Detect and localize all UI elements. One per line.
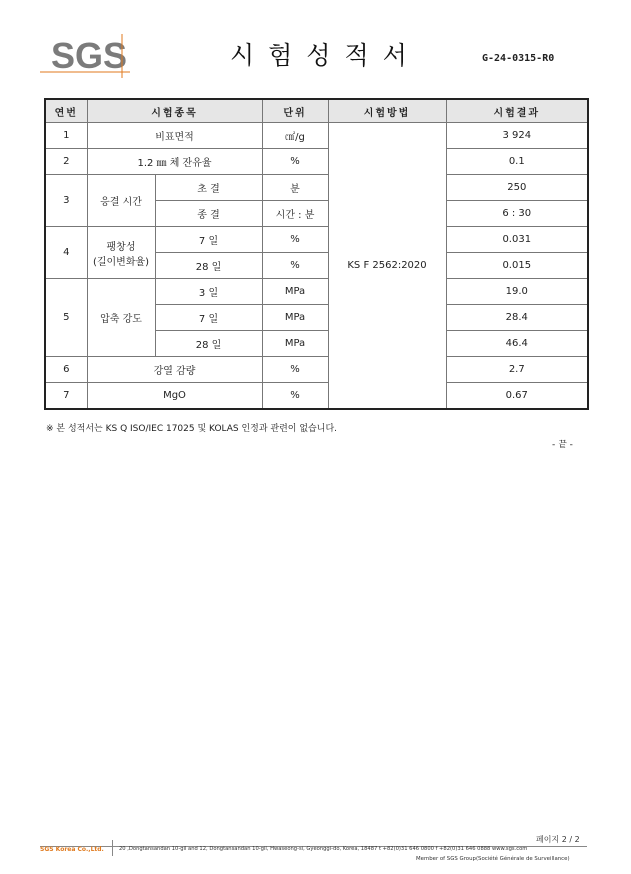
row-no: 2 (45, 149, 87, 175)
row-no: 3 (45, 175, 87, 227)
end-mark: - 끝 - (552, 440, 573, 450)
document-number: G-24-0315-R0 (482, 53, 555, 64)
header-item: 시험종목 (87, 99, 262, 123)
table-header-row (45, 99, 588, 123)
row-result: 2.7 (446, 357, 588, 383)
row-subitem: 7 일 (155, 227, 262, 253)
row-item: MgO (87, 383, 262, 410)
header-no: 연번 (45, 99, 87, 123)
row-item-line2: (길이변화율) (92, 256, 150, 268)
header-result: 시험결과 (446, 99, 588, 123)
row-item (87, 227, 155, 279)
row-result: 46.4 (446, 331, 588, 357)
test-results-table (44, 98, 589, 410)
row-result: 28.4 (446, 305, 588, 331)
row-unit: MPa (262, 305, 328, 331)
table-row (45, 279, 588, 305)
row-item: 강열 감량 (87, 357, 262, 383)
table-row (45, 357, 588, 383)
row-subitem: 7 일 (155, 305, 262, 331)
table-row (45, 123, 588, 149)
footer-separator (112, 840, 113, 856)
row-no: 1 (45, 123, 87, 149)
table-row (45, 149, 588, 175)
sgs-logo-text: SGS (51, 35, 128, 76)
row-unit: 시간 : 분 (262, 201, 328, 227)
row-no: 4 (45, 227, 87, 279)
footer-member: Member of SGS Group(Société Générale de Surveillance) (416, 856, 570, 862)
row-unit: % (262, 357, 328, 383)
accreditation-note: ※ 본 성적서는 KS Q ISO/IEC 17025 및 KOLAS 인정과 관련이 없습니다. (46, 424, 337, 434)
sgs-logo (40, 34, 130, 78)
test-method: KS F 2562:2020 (328, 123, 446, 410)
row-result: 0.031 (446, 227, 588, 253)
row-item: 응결 시간 (87, 175, 155, 227)
row-no: 5 (45, 279, 87, 357)
footer-company: SGS Korea Co.,Ltd. (40, 846, 104, 853)
row-unit: % (262, 149, 328, 175)
row-result: 3 924 (446, 123, 588, 149)
row-unit: 분 (262, 175, 328, 201)
row-result: 0.015 (446, 253, 588, 279)
table-row (45, 175, 588, 201)
row-result: 19.0 (446, 279, 588, 305)
footer-address: 20 ,Dongtansandan 10-gil and 12, Dongtansandan 10-gil, Hwaseong-si, Gyeonggi-do, Korea, 18487 t +82(0)31 646 0800 f +82(0)31 646 0888 www.sgs.com (119, 846, 528, 852)
row-item-line1: 팽창성 (106, 241, 136, 253)
row-unit: % (262, 227, 328, 253)
row-result: 0.67 (446, 383, 588, 410)
header-method: 시험방법 (328, 99, 446, 123)
table-row (45, 383, 588, 410)
row-subitem: 초 결 (155, 175, 262, 201)
document-title: 시험성적서 (230, 41, 421, 70)
row-subitem: 3 일 (155, 279, 262, 305)
row-item: 1.2 ㎜ 체 잔유율 (87, 149, 262, 175)
page-number: 페이지 2 / 2 (536, 835, 580, 844)
row-subitem: 종 결 (155, 201, 262, 227)
row-no: 6 (45, 357, 87, 383)
row-unit: % (262, 253, 328, 279)
row-subitem: 28 일 (155, 331, 262, 357)
row-unit: MPa (262, 331, 328, 357)
table-row (45, 227, 588, 253)
row-unit: MPa (262, 279, 328, 305)
row-no: 7 (45, 383, 87, 410)
header-unit: 단위 (262, 99, 328, 123)
row-result: 6 : 30 (446, 201, 588, 227)
row-item: 압축 강도 (87, 279, 155, 357)
row-unit: ㎠/g (262, 123, 328, 149)
row-item: 비표면적 (87, 123, 262, 149)
row-subitem: 28 일 (155, 253, 262, 279)
row-result: 0.1 (446, 149, 588, 175)
row-unit: % (262, 383, 328, 410)
row-result: 250 (446, 175, 588, 201)
